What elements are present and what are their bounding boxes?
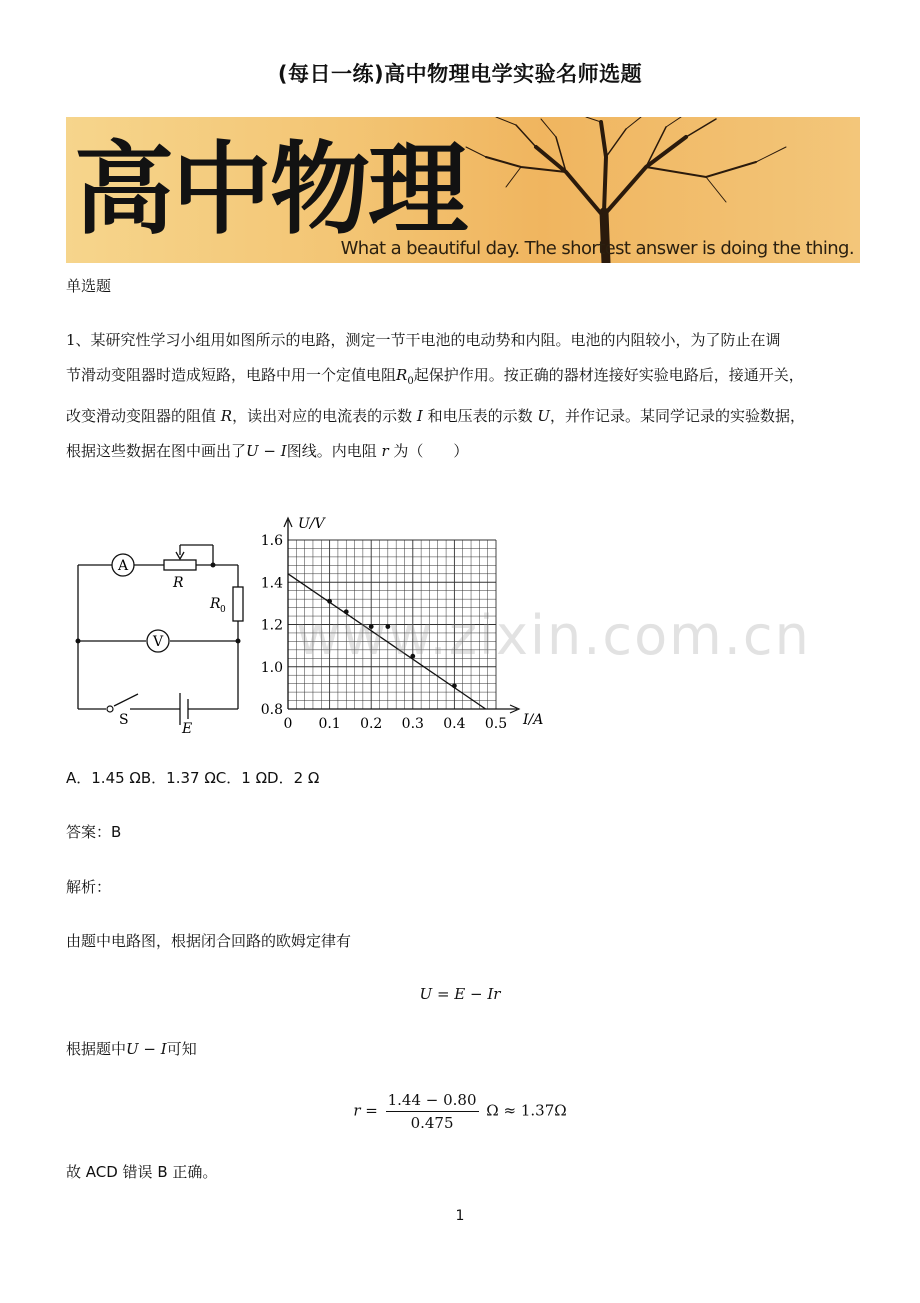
x-tick-label: 0.5 bbox=[484, 716, 508, 732]
banner-slogan: What a beautiful day. The shortest answer is doing the thing. bbox=[340, 238, 854, 259]
x-tick-label: 0 bbox=[283, 716, 293, 732]
banner-image bbox=[66, 117, 860, 263]
formula-2-lhs: r = bbox=[353, 1101, 378, 1120]
x-tick-label: 0.3 bbox=[401, 716, 424, 732]
conclusion: 故 ACD 错误 B 正确。 bbox=[66, 1163, 218, 1181]
question-line-3: 改变滑动变阻器的阻值 R，读出对应的电流表的示数 I 和电压表的示数 U，并作记录。某同学记录的实验数据， bbox=[66, 407, 806, 425]
formula-2-rhs: Ω ≈ 1.37Ω bbox=[486, 1101, 567, 1120]
formula-2-denominator: 0.475 bbox=[410, 1114, 454, 1132]
page-title: (每日一练)高中物理电学实验名师选题 bbox=[277, 62, 643, 86]
switch-label: S bbox=[119, 712, 129, 728]
y-tick-label: 1.6 bbox=[260, 533, 283, 549]
watermark: www.zixin.com.cn bbox=[296, 604, 811, 667]
rheostat-label: R bbox=[173, 575, 184, 591]
banner-title: 高中物理 bbox=[74, 130, 466, 248]
question-line-4: 根据这些数据在图中画出了U − I图线。内电阻 r 为（ ） bbox=[66, 442, 469, 460]
y-tick-label: 0.8 bbox=[260, 702, 283, 718]
data-point bbox=[327, 599, 332, 604]
formula-2-numerator: 1.44 − 0.80 bbox=[386, 1089, 479, 1112]
question-line-2: 节滑动变阻器时造成短路，电路中用一个定值电阻$R_0$起保护作用。按正确的器材连接好实验电路后，接通开关， bbox=[66, 366, 804, 387]
formula-1: U = E − Ir bbox=[419, 985, 501, 1003]
data-point bbox=[452, 683, 457, 688]
x-tick-label: 0.4 bbox=[443, 716, 466, 732]
y-tick-label: 1.4 bbox=[260, 575, 283, 592]
resistor-subscript: 0 bbox=[220, 605, 226, 615]
page-number: 1 bbox=[455, 1208, 465, 1224]
formula-2 bbox=[0, 1089, 920, 1134]
y-tick-label: 1.2 bbox=[260, 617, 283, 634]
analysis-text-1: 由题中电路图，根据闭合回路的欧姆定律有 bbox=[66, 932, 352, 950]
answer-options: A．1.45 ΩB．1.37 ΩC．1 ΩD．2 Ω bbox=[66, 769, 320, 787]
section-heading: 单选题 bbox=[66, 277, 112, 295]
y-axis-label: U/V bbox=[298, 516, 325, 532]
answer-line: 答案：B bbox=[66, 823, 122, 841]
formula-2-fraction bbox=[386, 1089, 479, 1134]
question-text bbox=[66, 323, 866, 469]
resistor-label: R bbox=[210, 596, 221, 612]
battery-label: E bbox=[182, 721, 193, 737]
y-tick-label: 1.0 bbox=[260, 659, 283, 676]
analysis-label: 解析： bbox=[66, 878, 112, 896]
x-tick-label: 0.1 bbox=[318, 716, 341, 732]
circuit-diagram bbox=[70, 535, 255, 740]
x-axis-label: I/A bbox=[523, 712, 544, 728]
x-tick-label: 0.2 bbox=[360, 716, 383, 732]
question-line-1: 1、某研究性学习小组用如图所示的电路，测定一节干电池的电动势和内阻。电池的内阻较小，为了防止在调 bbox=[66, 331, 781, 349]
ammeter-label: A bbox=[117, 558, 129, 574]
voltmeter-label: V bbox=[152, 634, 164, 650]
analysis-text-2: 根据题中U − I可知 bbox=[66, 1040, 197, 1058]
